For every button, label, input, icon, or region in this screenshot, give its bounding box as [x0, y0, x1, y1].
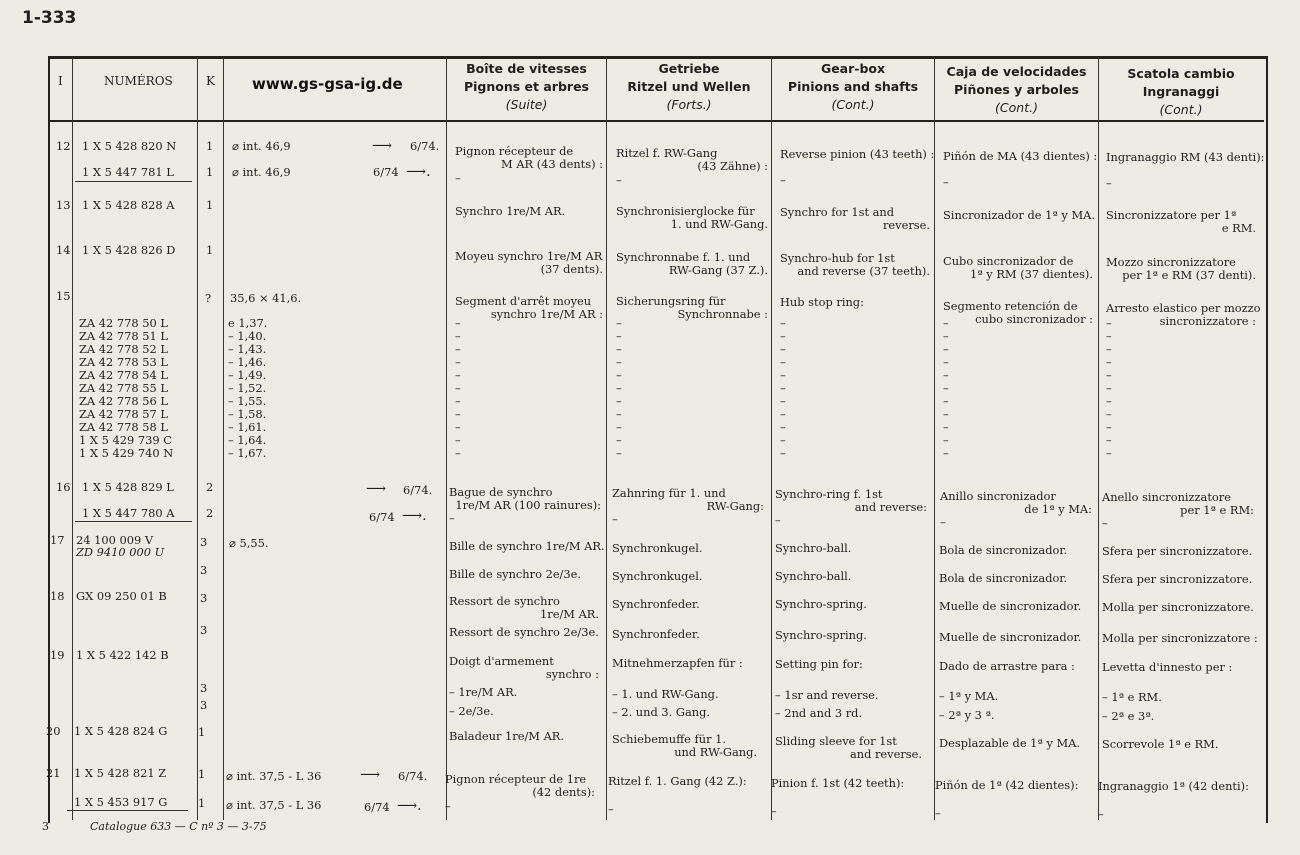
- specification: ⌀ int. 37,5 - L 36: [226, 769, 322, 783]
- dash: –: [616, 446, 622, 460]
- header-numeros: NUMÉROS: [104, 74, 173, 88]
- desc-de: Synchronkugel.: [612, 541, 703, 555]
- arrow-right-icon: ⟶: [366, 481, 387, 497]
- dash: –: [780, 329, 786, 343]
- header-i: I: [58, 74, 63, 88]
- desc-fr: Pignon récepteur de 1re: [445, 772, 587, 786]
- part-number: 1 X 5 453 917 G: [74, 795, 168, 809]
- dash: –: [455, 355, 461, 369]
- desc-de: Ritzel f. RW-Gang: [616, 146, 718, 160]
- desc-fr: Bille de synchro 2e/3e.: [449, 567, 582, 581]
- dash: –: [616, 433, 622, 447]
- desc-es: – 2ª y 3 ª.: [939, 708, 995, 722]
- quantity: 1: [198, 767, 206, 781]
- dash: –: [1106, 433, 1112, 447]
- desc-it: sincronizzatore :: [1159, 314, 1256, 328]
- desc-es: Muelle de sincronizador.: [939, 630, 1082, 644]
- part-number: 1 X 5 429 740 N: [79, 446, 174, 460]
- part-number: 1 X 5 428 829 L: [82, 480, 174, 494]
- quantity: 1: [206, 243, 214, 257]
- dash: –: [455, 316, 461, 330]
- desc-es: cubo sincronizador :: [975, 312, 1093, 326]
- header-spanish: Caja de velocidades Piñones y arboles (Cont.): [946, 64, 1087, 115]
- item-number: 20: [46, 724, 61, 738]
- dash: –: [780, 342, 786, 356]
- dash: –: [780, 420, 786, 434]
- desc-fr: Bille de synchro 1re/M AR.: [449, 539, 605, 553]
- column-divider: [1098, 57, 1099, 820]
- arrow-right-icon: ⟶: [372, 138, 393, 154]
- arrow-right-icon: ⟶.: [397, 798, 422, 814]
- item-number: 18: [50, 589, 65, 603]
- desc-fr: Moyeu synchro 1re/M AR: [455, 249, 603, 263]
- underline: [67, 810, 188, 811]
- desc-fr: (37 dents).: [540, 262, 603, 276]
- dash: –: [943, 420, 949, 434]
- specification: – 1,52.: [228, 381, 267, 395]
- specification: ⌀ int. 46,9: [232, 165, 291, 179]
- specification: ⌀ int. 37,5 - L 36: [226, 798, 322, 812]
- dash: –: [612, 512, 618, 526]
- desc-de: Schiebemuffe für 1.: [612, 732, 727, 746]
- dash: –: [445, 799, 451, 813]
- specification: – 1,46.: [228, 355, 267, 369]
- header-german: Getriebe Ritzel und Wellen (Forts.): [627, 61, 751, 112]
- part-number: ZA 42 778 52 L: [79, 342, 168, 356]
- dash: –: [616, 420, 622, 434]
- desc-de: 1. und RW-Gang.: [670, 217, 768, 231]
- desc-fr: 1re/M AR.: [540, 607, 599, 621]
- dash: –: [780, 381, 786, 395]
- dash: –: [455, 171, 461, 185]
- part-number: ZA 42 778 58 L: [79, 420, 168, 434]
- quantity: 2: [206, 506, 214, 520]
- dash: –: [616, 173, 622, 187]
- dash: –: [940, 515, 946, 529]
- footer-page-number: 3: [42, 820, 49, 833]
- part-number: 1 X 5 428 824 G: [74, 724, 168, 738]
- dash: –: [1106, 316, 1112, 330]
- dash: –: [780, 394, 786, 408]
- desc-de: Synchronfeder.: [612, 597, 700, 611]
- dash: –: [1106, 355, 1112, 369]
- column-divider: [72, 57, 73, 820]
- desc-es: Piñón de 1ª (42 dientes):: [935, 778, 1079, 792]
- desc-en: Sliding sleeve for 1st: [775, 734, 897, 748]
- dash: –: [780, 316, 786, 330]
- dash: –: [780, 446, 786, 460]
- header-english: Gear-box Pinions and shafts (Cont.): [787, 61, 919, 112]
- part-number: ZA 42 778 56 L: [79, 394, 168, 408]
- page-number-label: 1-333: [22, 8, 77, 28]
- part-number: GX 09 250 01 B: [76, 589, 167, 603]
- column-divider: [606, 57, 607, 820]
- desc-de: RW-Gang (37 Z.).: [668, 263, 768, 277]
- desc-en: Synchro for 1st and: [780, 205, 895, 219]
- desc-de: – 2. und 3. Gang.: [612, 705, 711, 719]
- desc-en: and reverse (37 teeth).: [797, 264, 930, 278]
- specification: – 1,58.: [228, 407, 267, 421]
- desc-es: Anillo sincronizador: [940, 489, 1056, 503]
- desc-en: Setting pin for:: [775, 657, 863, 671]
- dash: –: [616, 368, 622, 382]
- dash: –: [943, 329, 949, 343]
- desc-it: – 1ª e RM.: [1102, 690, 1162, 704]
- specification: ⌀ 5,55.: [229, 536, 269, 550]
- desc-de: Zahnring für 1. und: [612, 486, 726, 500]
- dash: –: [616, 355, 622, 369]
- desc-es: Sincronizador de 1ª y MA.: [943, 208, 1095, 222]
- specification: 35,6 × 41,6.: [230, 291, 302, 305]
- desc-it: Mozzo sincronizzatore: [1106, 255, 1236, 269]
- dash: –: [943, 368, 949, 382]
- date-note: 6/74.: [398, 769, 428, 783]
- desc-en: Hub stop ring:: [780, 295, 864, 309]
- quantity: 3: [200, 623, 208, 637]
- desc-es: Cubo sincronizador de: [943, 254, 1074, 268]
- specification: – 1,55.: [228, 394, 267, 408]
- desc-fr: Bague de synchro: [449, 485, 553, 499]
- underline: [75, 521, 192, 522]
- dash: –: [455, 407, 461, 421]
- dash: –: [1106, 368, 1112, 382]
- dash: –: [775, 513, 781, 527]
- desc-it: Sfera per sincronizzatore.: [1102, 572, 1253, 586]
- quantity: 1: [206, 139, 214, 153]
- desc-fr: Segment d'arrêt moyeu: [455, 294, 592, 308]
- part-number: 1 X 5 447 780 A: [82, 506, 175, 520]
- desc-fr: Baladeur 1re/M AR.: [449, 729, 565, 743]
- specification: – 1,67.: [228, 446, 267, 460]
- column-divider: [771, 57, 772, 820]
- desc-en: Synchro-ball.: [775, 541, 852, 555]
- part-number: ZA 42 778 51 L: [79, 329, 168, 343]
- desc-es: 1ª y RM (37 dientes).: [970, 267, 1093, 281]
- part-number: ZA 42 778 55 L: [79, 381, 168, 395]
- quantity: 1: [198, 725, 206, 739]
- desc-fr: synchro 1re/M AR :: [490, 307, 603, 321]
- desc-fr: Synchro 1re/M AR.: [455, 204, 566, 218]
- dash: –: [616, 381, 622, 395]
- dash: –: [780, 433, 786, 447]
- desc-it: Sincronizzatore per 1ª: [1106, 208, 1237, 222]
- desc-fr: 1re/M AR (100 rainures):: [455, 498, 601, 512]
- dash: –: [943, 407, 949, 421]
- column-divider: [446, 57, 447, 820]
- dash: –: [771, 804, 777, 818]
- item-number: 21: [46, 766, 61, 780]
- part-number: ZA 42 778 53 L: [79, 355, 168, 369]
- arrow-right-icon: ⟶.: [402, 508, 427, 524]
- header-k: K: [206, 74, 215, 88]
- desc-en: Synchro-hub for 1st: [780, 251, 895, 265]
- desc-de: Synchronnabe :: [677, 307, 768, 321]
- desc-es: Desplazable de 1ª y MA.: [939, 736, 1081, 750]
- desc-fr: Doigt d'armement: [449, 654, 554, 668]
- item-number: 15: [56, 289, 71, 303]
- dash: –: [455, 329, 461, 343]
- item-number: 16: [56, 480, 71, 494]
- dash: –: [935, 806, 941, 820]
- dash: –: [943, 342, 949, 356]
- dash: –: [455, 368, 461, 382]
- item-number: 17: [50, 533, 65, 547]
- desc-de: Synchronfeder.: [612, 627, 700, 641]
- desc-en: Synchro-ball.: [775, 569, 852, 583]
- header-french: Boîte de vitesses Pignons et arbres (Suite): [463, 61, 589, 112]
- part-number: 1 X 5 422 142 B: [76, 648, 169, 662]
- desc-fr: (42 dents):: [532, 785, 595, 799]
- dash: –: [455, 394, 461, 408]
- dash: –: [455, 381, 461, 395]
- quantity: 2: [206, 480, 214, 494]
- dash: –: [780, 355, 786, 369]
- dash: –: [943, 446, 949, 460]
- part-number: 1 X 5 429 739 C: [79, 433, 172, 447]
- dash: –: [780, 368, 786, 382]
- column-divider: [223, 57, 224, 820]
- arrow-right-icon: ⟶: [360, 767, 381, 783]
- part-number: ZA 42 778 50 L: [79, 316, 168, 330]
- dash: –: [1106, 176, 1112, 190]
- desc-en: Synchro-ring f. 1st: [775, 487, 883, 501]
- quantity: 1: [206, 198, 214, 212]
- desc-de: Mitnehmerzapfen für :: [612, 656, 743, 670]
- desc-en: – 2nd and 3 rd.: [775, 706, 863, 720]
- dash: –: [1098, 807, 1104, 821]
- header-italian: Scatola cambio Ingranaggi (Cont.): [1127, 66, 1235, 117]
- part-number: 1 X 5 447 781 L: [82, 165, 174, 179]
- quantity: 3: [200, 681, 208, 695]
- quantity: ?: [205, 291, 212, 305]
- desc-it: Arresto elastico per mozzo: [1106, 301, 1261, 315]
- item-number: 14: [56, 243, 71, 257]
- desc-fr: – 2e/3e.: [449, 704, 494, 718]
- dash: –: [943, 175, 949, 189]
- dash: –: [780, 407, 786, 421]
- dash: –: [780, 173, 786, 187]
- desc-en: and reverse.: [849, 747, 922, 761]
- arrow-right-icon: ⟶.: [406, 164, 431, 180]
- desc-fr: – 1re/M AR.: [449, 685, 518, 699]
- dash: –: [616, 407, 622, 421]
- item-number: 13: [56, 198, 71, 212]
- specification: – 1,43.: [228, 342, 267, 356]
- desc-de: Sicherungsring für: [616, 294, 726, 308]
- quantity: 3: [200, 591, 208, 605]
- desc-fr: M AR (43 dents) :: [501, 157, 603, 171]
- desc-it: Levetta d'innesto per :: [1102, 660, 1233, 674]
- desc-de: (43 Zähne) :: [697, 159, 768, 173]
- dash: –: [455, 446, 461, 460]
- desc-en: Pinion f. 1st (42 teeth):: [771, 776, 905, 790]
- date-note: 6/74.: [410, 139, 440, 153]
- desc-en: Synchro-spring.: [775, 628, 867, 642]
- underline: [75, 181, 192, 182]
- desc-en: reverse.: [882, 218, 930, 232]
- desc-fr: synchro :: [545, 667, 599, 681]
- dash: –: [449, 511, 455, 525]
- specification: – 1,64.: [228, 433, 267, 447]
- dash: –: [616, 329, 622, 343]
- dash: –: [455, 420, 461, 434]
- desc-de: Synchronnabe f. 1. und: [616, 250, 751, 264]
- quantity: 3: [200, 535, 208, 549]
- dash: –: [1106, 446, 1112, 460]
- desc-de: Ritzel f. 1. Gang (42 Z.):: [608, 774, 747, 788]
- desc-de: Synchronisierglocke für: [616, 204, 755, 218]
- desc-es: Bola de sincronizador.: [939, 571, 1068, 585]
- desc-en: Reverse pinion (43 teeth) :: [780, 147, 935, 161]
- quantity: 3: [200, 698, 208, 712]
- desc-fr: Ressort de synchro: [449, 594, 560, 608]
- dash: –: [616, 316, 622, 330]
- column-divider: [934, 57, 935, 820]
- desc-en: Synchro-spring.: [775, 597, 867, 611]
- dash: –: [608, 802, 614, 816]
- desc-it: per 1ª e RM:: [1180, 503, 1254, 517]
- dash: –: [616, 342, 622, 356]
- dash: –: [943, 433, 949, 447]
- desc-it: Ingranaggio 1ª (42 denti):: [1098, 779, 1249, 793]
- dash: –: [943, 355, 949, 369]
- dash: –: [1106, 342, 1112, 356]
- desc-it: Molla per sincronizzatore.: [1102, 600, 1254, 614]
- desc-es: Muelle de sincronizador.: [939, 599, 1082, 613]
- part-number: 1 X 5 428 826 D: [82, 243, 176, 257]
- desc-de: – 1. und RW-Gang.: [612, 687, 719, 701]
- desc-es: Segmento retención de: [943, 299, 1078, 313]
- desc-es: Piñón de MA (43 dientes) :: [943, 149, 1098, 163]
- specification: – 1,40.: [228, 329, 267, 343]
- dash: –: [1106, 420, 1112, 434]
- desc-fr: Pignon récepteur de: [455, 144, 574, 158]
- desc-es: de 1ª y MA:: [1024, 502, 1092, 516]
- desc-de: Synchronkugel.: [612, 569, 703, 583]
- part-number: ZA 42 778 57 L: [79, 407, 168, 421]
- part-number: ZA 42 778 54 L: [79, 368, 168, 382]
- website-watermark: www.gs-gsa-ig.de: [252, 75, 403, 93]
- date-note: 6/74.: [403, 483, 433, 497]
- desc-it: – 2ª e 3ª.: [1102, 709, 1155, 723]
- specification: e 1,37.: [228, 316, 268, 330]
- part-number: 1 X 5 428 821 Z: [74, 766, 167, 780]
- specification: – 1,61.: [228, 420, 267, 434]
- part-number: 24 100 009 V: [76, 533, 154, 547]
- specification: – 1,49.: [228, 368, 267, 382]
- desc-it: e RM.: [1221, 221, 1256, 235]
- item-number: 12: [56, 139, 71, 153]
- dash: –: [616, 394, 622, 408]
- desc-es: Bola de sincronizador.: [939, 543, 1068, 557]
- desc-it: Scorrevole 1ª e RM.: [1102, 737, 1219, 751]
- dash: –: [943, 316, 949, 330]
- dash: –: [943, 394, 949, 408]
- desc-it: Anello sincronizzatore: [1102, 490, 1231, 504]
- dash: –: [1106, 329, 1112, 343]
- desc-fr: Ressort de synchro 2e/3e.: [449, 625, 599, 639]
- item-number: 19: [50, 648, 65, 662]
- desc-it: Molla per sincronizzatore :: [1102, 631, 1258, 645]
- dash: –: [943, 381, 949, 395]
- quantity: 3: [200, 563, 208, 577]
- date-note: 6/74: [369, 510, 395, 524]
- column-divider: [197, 57, 198, 820]
- dash: –: [455, 433, 461, 447]
- date-note: 6/74: [373, 165, 399, 179]
- desc-es: – 1ª y MA.: [939, 689, 999, 703]
- desc-it: Sfera per sincronizzatore.: [1102, 544, 1253, 558]
- specification: ⌀ int. 46,9: [232, 139, 291, 153]
- date-note: 6/74: [364, 800, 390, 814]
- part-number: 1 X 5 428 820 N: [82, 139, 177, 153]
- desc-it: per 1ª e RM (37 denti).: [1122, 268, 1256, 282]
- dash: –: [1106, 381, 1112, 395]
- header-divider: [50, 120, 1264, 122]
- dash: –: [1106, 407, 1112, 421]
- quantity: 1: [198, 796, 206, 810]
- desc-it: Ingranaggio RM (43 denti):: [1106, 150, 1265, 164]
- dash: –: [455, 342, 461, 356]
- desc-en: – 1sr and reverse.: [775, 688, 879, 702]
- desc-es: Dado de arrastre para :: [939, 659, 1075, 673]
- desc-en: and reverse:: [854, 500, 927, 514]
- desc-de: RW-Gang:: [706, 499, 764, 513]
- dash: –: [1106, 394, 1112, 408]
- dash: –: [1102, 516, 1108, 530]
- quantity: 1: [206, 165, 214, 179]
- footer-catalogue: Catalogue 633 — C nº 3 — 3-75: [90, 820, 267, 833]
- desc-de: und RW-Gang.: [674, 745, 757, 759]
- part-number: 1 X 5 428 828 A: [82, 198, 175, 212]
- part-number: ZD 9410 000 U: [76, 545, 165, 559]
